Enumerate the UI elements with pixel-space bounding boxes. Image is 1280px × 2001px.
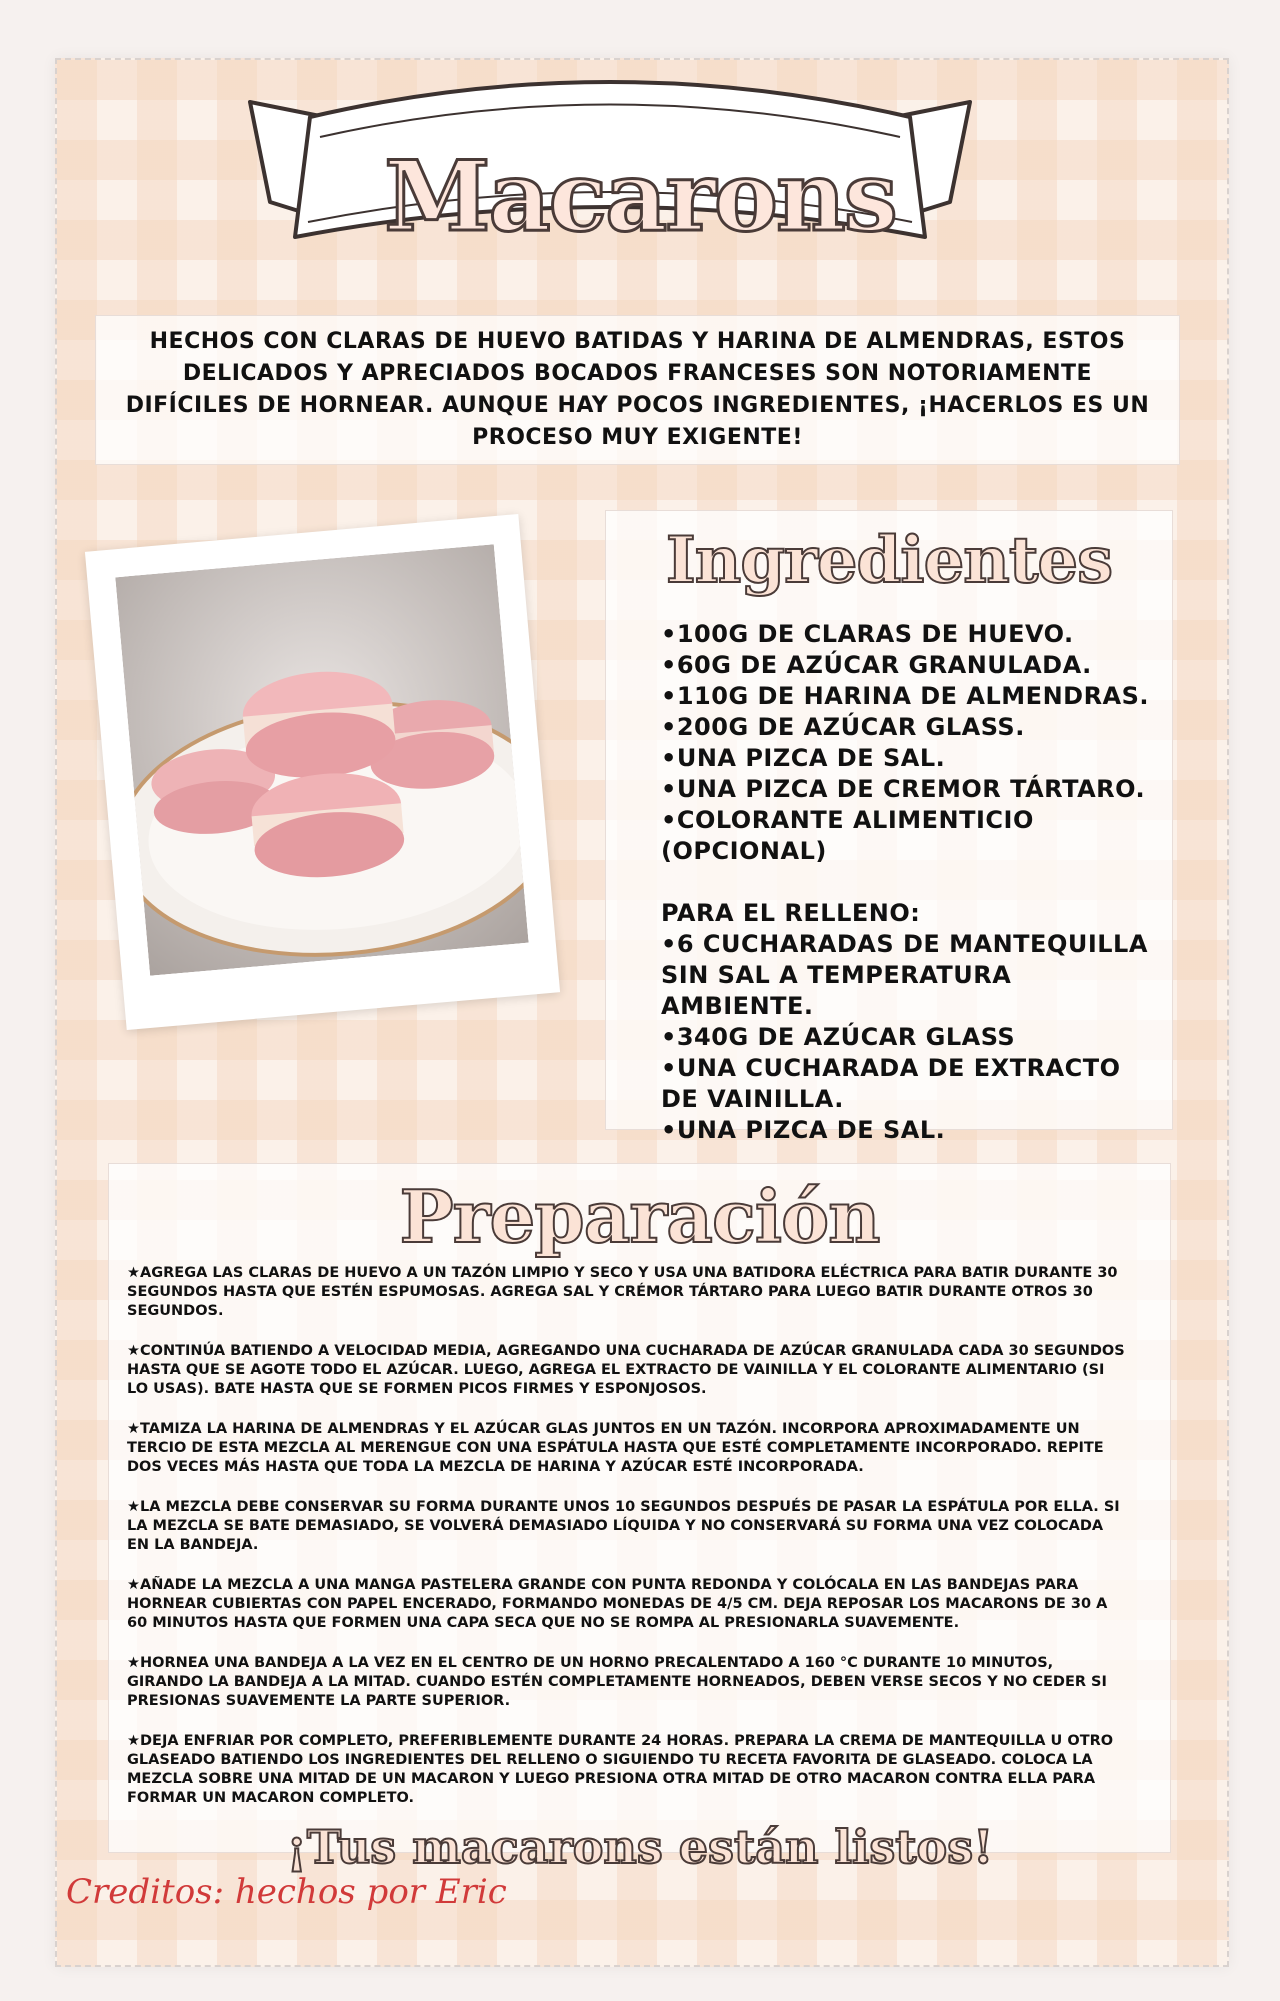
filling-item: •6 CUCHARADAS DE MANTEQUILLA SIN SAL A TEMPERATURA AMBIENTE.: [661, 930, 1148, 1020]
ingredient-item: •110G DE HARINA DE ALMENDRAS.: [661, 682, 1150, 710]
filling-item: •UNA PIZCA DE SAL.: [661, 1116, 946, 1144]
ingredient-item: •UNA PIZCA DE SAL.: [661, 744, 946, 772]
polaroid-frame: [85, 514, 560, 1030]
intro-text: HECHOS CON CLARAS DE HUEVO BATIDAS Y HARINA DE ALMENDRAS, ESTOS DELICADOS Y APRECIADOS BOCADOS FRANCESES SON NOTORIAMENTE DIFÍCILES DE HORNEAR. AUNQUE HAY POCOS INGREDIENTES, ¡HACERLOS ES UN PROCESO MUY EXIGENTE!: [125, 329, 1150, 450]
macarons-photo: [115, 544, 528, 976]
preparation-step: ★CONTINÚA BATIENDO A VELOCIDAD MEDIA, AGREGANDO UNA CUCHARADA DE AZÚCAR GRANULADA CADA 30 SEGUNDOS HASTA QUE SE AGOTE TODO EL AZÚCAR. LUEGO, AGREGA EL EXTRACTO DE VAINILLA Y EL COLORANTE ALIMENTARIO (SI LO USAS). BATE HASTA QUE SE FORMEN PICOS FIRMES Y ESPONJOSOS.: [127, 1343, 1125, 1397]
preparation-step: ★LA MEZCLA DEBE CONSERVAR SU FORMA DURANTE UNOS 10 SEGUNDOS DESPUÉS DE PASAR LA ESPÁTULA POR ELLA. SI LA MEZCLA SE BATE DEMASIADO, SE VOLVERÁ DEMASIADO LÍQUIDA Y NO CONSERVARÁ SU FORMA UNA VEZ COLOCADA EN LA BANDEJA.: [127, 1499, 1120, 1553]
filling-item: •UNA CUCHARADA DE EXTRACTO DE VAINILLA.: [661, 1054, 1121, 1113]
preparation-step: ★AÑADE LA MEZCLA A UNA MANGA PASTELERA GRANDE CON PUNTA REDONDA Y COLÓCALA EN LAS BANDEJAS PARA HORNEAR CUBIERTAS CON PAPEL ENCERADO, FORMANDO MONEDAS DE 4/5 CM. DEJA REPOSAR LOS MACARONS DE 30 A 60 MINUTOS HASTA QUE FORMEN UNA CAPA SECA QUE NO SE ROMPA AL PRESIONARLA SUAVEMENTE.: [127, 1577, 1108, 1631]
ingredient-item: •60G DE AZÚCAR GRANULADA.: [661, 651, 1092, 679]
preparation-steps: [127, 1264, 1127, 1829]
preparation-step: ★HORNEA UNA BANDEJA A LA VEZ EN EL CENTRO DE UN HORNO PRECALENTADO A 160 °C DURANTE 10 MINUTOS, GIRANDO LA BANDEJA A LA MITAD. CUANDO ESTÉN COMPLETAMENTE HORNEADOS, DEBEN VERSE SECOS Y NO CEDER SI PRESIONAS SUAVEMENTE LA PARTE SUPERIOR.: [127, 1655, 1107, 1709]
preparation-step: ★TAMIZA LA HARINA DE ALMENDRAS Y EL AZÚCAR GLAS JUNTOS EN UN TAZÓN. INCORPORA APROXIMADAMENTE UN TERCIO DE ESTA MEZCLA AL MERENGUE CON UNA ESPÁTULA HASTA QUE ESTÉ COMPLETAMENTE INCORPORADO. REPITE DOS VECES MÁS HASTA QUE TODA LA MEZCLA DE HARINA Y AZÚCAR ESTÉ INCORPORADA.: [127, 1421, 1104, 1475]
ingredient-item: •UNA PIZCA DE CREMOR TÁRTARO.: [661, 775, 1146, 803]
ingredients-card: [605, 510, 1173, 1144]
ingredient-item: •100G DE CLARAS DE HUEVO.: [661, 620, 1074, 648]
intro-box: [95, 315, 1180, 465]
ingredients-list: [661, 619, 1151, 1146]
ingredient-item: •COLORANTE ALIMENTICIO (OPCIONAL): [661, 806, 1034, 865]
list-spacer: [661, 867, 1151, 898]
credits-text: Creditos: hechos por Eric: [66, 1872, 507, 1912]
preparation-step: ★AGREGA LAS CLARAS DE HUEVO A UN TAZÓN LIMPIO Y SECO Y USA UNA BATIDORA ELÉCTRICA PARA BATIR DURANTE 30 SEGUNDOS HASTA QUE ESTÉN ESPUMOSAS. AGREGA SAL Y CRÉMOR TÁRTARO PARA LUEGO BATIR DURANTE OTROS 30 SEGUNDOS.: [127, 1265, 1118, 1319]
closing-text: ¡Tus macarons están listos!: [286, 1820, 994, 1874]
filling-heading: PARA EL RELLENO:: [661, 899, 921, 927]
preparation-step: ★DEJA ENFRIAR POR COMPLETO, PREFERIBLEMENTE DURANTE 24 HORAS. PREPARA LA CREMA DE MANTEQUILLA U OTRO GLASEADO BATIENDO LOS INGREDIENTES DEL RELLENO O SIGUIENDO TU RECETA FAVORITA DE GLASEADO. COLOCA LA MEZCLA SOBRE UNA MITAD DE UN MACARON Y LUEGO PRESIONA OTRA MITAD DE OTRO MACARON CONTRA ELLA PARA FORMAR UN MACARON COMPLETO.: [127, 1733, 1114, 1806]
page-title: Macarons: [384, 140, 896, 253]
ingredients-title: Ingredientes: [665, 523, 1113, 598]
preparation-title: Preparación: [399, 1174, 880, 1259]
filling-item: •340G DE AZÚCAR GLASS: [661, 1023, 1016, 1051]
preparation-card: [108, 1163, 1171, 1853]
ingredient-item: •200G DE AZÚCAR GLASS.: [661, 713, 1025, 741]
